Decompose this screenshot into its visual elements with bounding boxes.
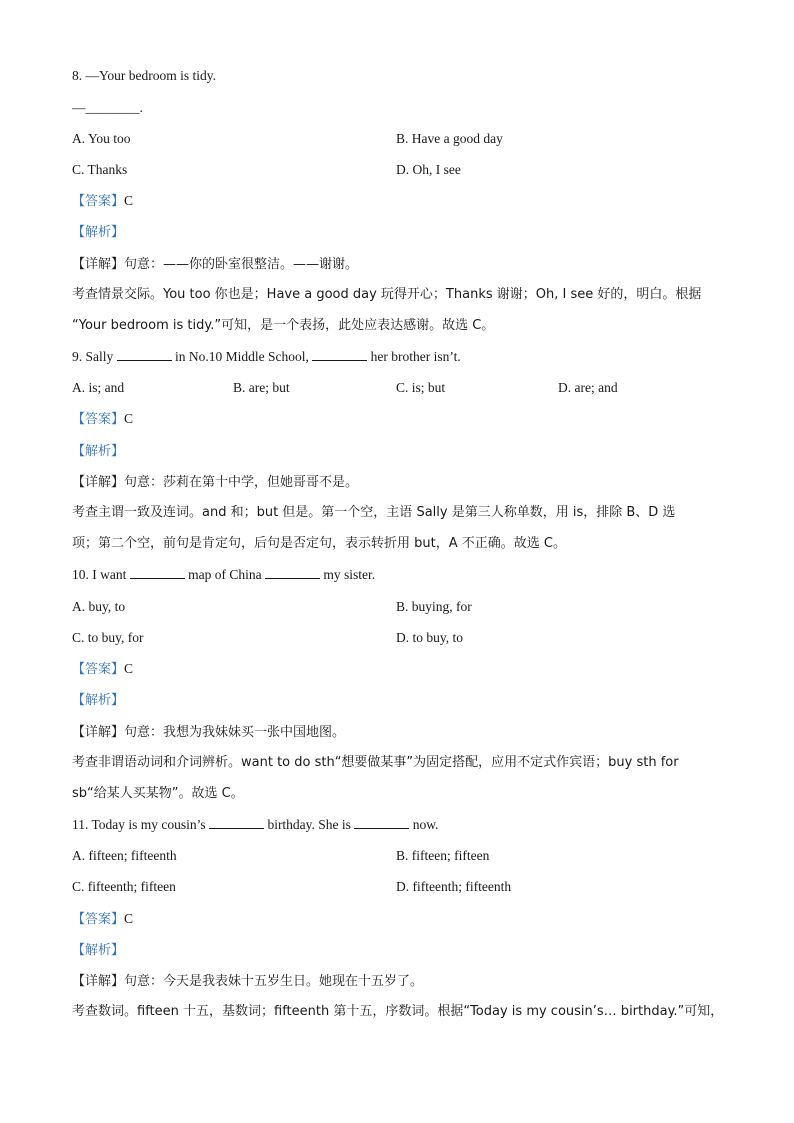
answer-blank [312,348,367,361]
analysis-label: 【解析】 [72,225,125,240]
q11-option-b: B. fifteen; fifteen [396,848,490,863]
q10-detail [72,723,345,742]
q9-stem [72,348,461,366]
q11-option-a: A. fifteen; fifteenth [72,848,177,863]
q10-option-d: D. to buy, to [396,630,463,645]
answer-label: 【答案】 [72,912,125,927]
answer-value: C [124,411,134,426]
q11-stem-part-1: 11. Today is my cousin’s [72,817,206,832]
q8-option-c: C. Thanks [72,162,128,177]
answer-blank [209,816,264,829]
detail-meaning: 句意：我想为我妹妹买一张中国地图。 [124,725,346,740]
q9-option-b: B. are; but [233,380,290,395]
q8-answer [72,192,133,211]
q8-option-b: B. Have a good day [396,131,503,146]
q9-option-d: D. are; and [558,380,618,395]
q9-analysis [72,442,124,461]
detail-meaning: 句意：——你的卧室很整洁。——谢谢。 [124,257,359,272]
q8-explain-line-2: “Your bedroom is tidy.”可知，是一个表扬，此处应表达感谢。故选 C。 [72,318,495,333]
detail-label: 【详解】 [72,475,125,490]
answer-blank [265,566,320,579]
detail-label: 【详解】 [72,725,125,740]
answer-blank [117,348,172,361]
q10-stem-part-3: my sister. [323,567,376,582]
q8-analysis [72,223,124,242]
analysis-label: 【解析】 [72,444,125,459]
q8-option-d: D. Oh, I see [396,162,461,177]
q11-explain-line-1: 考查数词。fifteen 十五，基数词；fifteenth 第十五，序数词。根据“Today is my cousin’s… birthday.”可知， [72,1004,724,1019]
answer-label: 【答案】 [72,662,125,677]
q8-stem: 8. —Your bedroom is tidy. [72,68,217,83]
q11-option-c: C. fifteenth; fifteen [72,879,176,894]
q11-stem [72,816,438,834]
answer-value: C [124,661,134,676]
q8-explain-line-1: 考查情景交际。You too 你也是；Have a good day 玩得开心；Thanks 谢谢；Oh, I see 好的，明白。根据 [72,287,702,302]
q10-stem [72,566,375,584]
q11-analysis [72,941,124,960]
q10-explain-line-1: 考查非谓语动词和介词辨析。want to do sth“想要做某事”为固定搭配，应用不定式作宾语；buy sth for [72,755,679,770]
answer-value: C [124,193,134,208]
q9-option-a: A. is; and [72,380,125,395]
analysis-label: 【解析】 [72,943,125,958]
q9-answer [72,410,133,429]
detail-label: 【详解】 [72,974,125,989]
q11-detail [72,972,423,991]
q9-explain-line-1: 考查主谓一致及连词。and 和；but 但是。第一个空，主语 Sally 是第三人称单数，用 is，排除 B、D 选 [72,505,676,520]
analysis-label: 【解析】 [72,693,125,708]
q10-analysis [72,691,124,710]
detail-label: 【详解】 [72,257,125,272]
q10-option-b: B. buying, for [396,599,472,614]
q10-option-a: A. buy, to [72,599,126,614]
detail-meaning: 句意：莎莉在第十中学，但她哥哥不是。 [124,475,359,490]
detail-meaning: 句意：今天是我表妹十五岁生日。她现在十五岁了。 [124,974,424,989]
answer-blank [130,566,185,579]
q9-explain-line-2: 项；第二个空，前句是肯定句，后句是否定句，表示转折用 but，A 不正确。故选 C。 [72,536,566,551]
q9-option-c: C. is; but [396,380,446,395]
q10-explain-line-2: sb“给某人买某物”。故选 C。 [72,786,244,801]
q8-reply: —________. [72,100,143,115]
answer-blank [354,816,409,829]
q9-detail [72,473,358,492]
answer-label: 【答案】 [72,412,125,427]
q10-option-c: C. to buy, for [72,630,144,645]
q11-answer [72,910,133,929]
q10-stem-part-1: 10. I want [72,567,127,582]
q8-detail [72,255,358,274]
q8-option-a: A. You too [72,131,131,146]
q10-stem-part-2: map of China [188,567,262,582]
answer-label: 【答案】 [72,194,125,209]
q11-option-d: D. fifteenth; fifteenth [396,879,512,894]
q9-stem-part-2: in No.10 Middle School, [175,349,309,364]
answer-value: C [124,911,134,926]
q9-stem-part-3: her brother isn’t. [370,349,461,364]
q9-stem-part-1: 9. Sally [72,349,114,364]
q11-stem-part-3: now. [412,817,439,832]
q11-stem-part-2: birthday. She is [267,817,351,832]
q10-answer [72,660,133,679]
